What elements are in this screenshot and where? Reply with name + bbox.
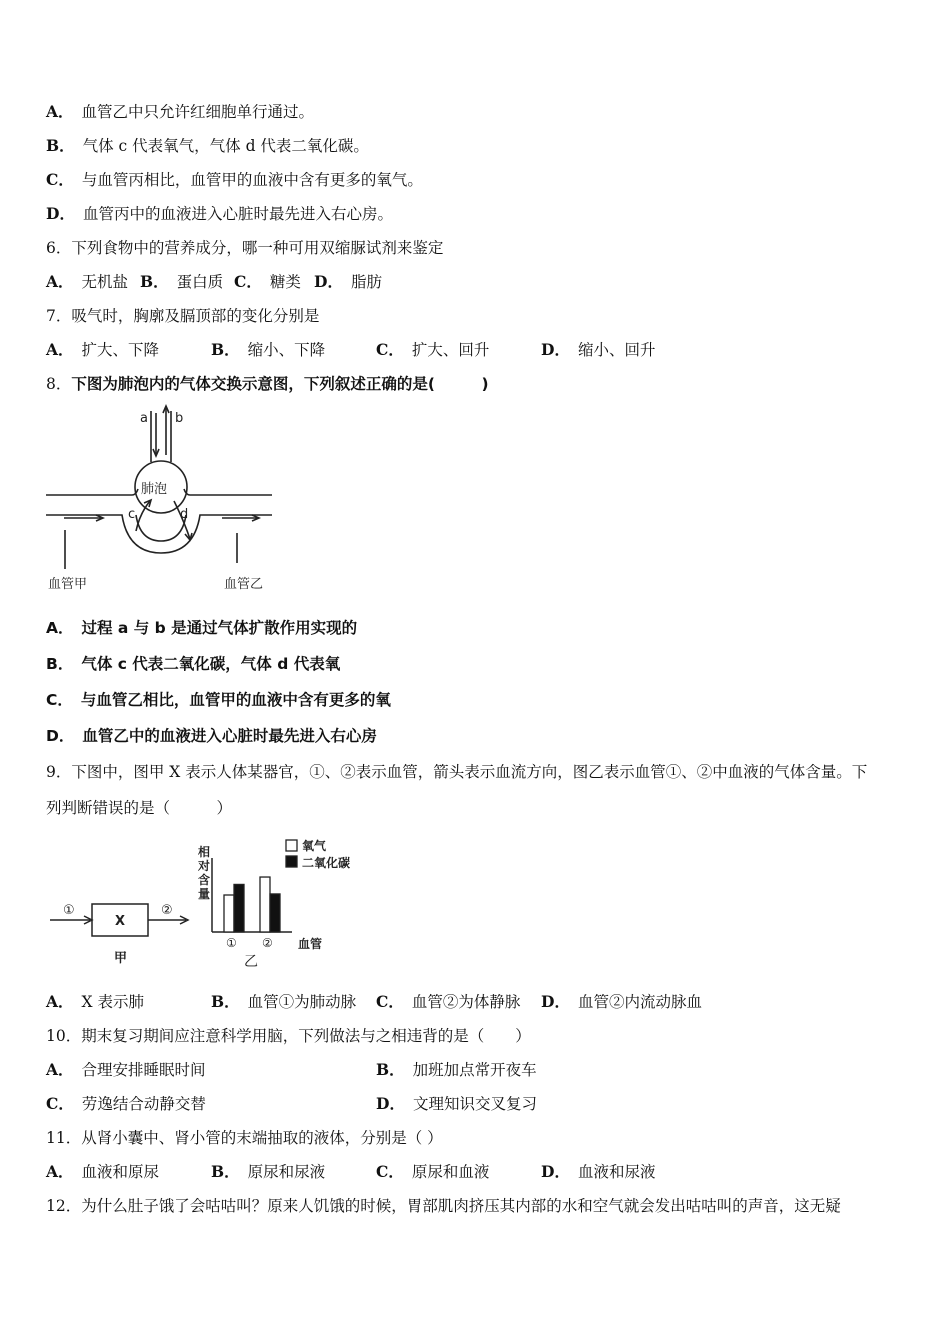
legend-swatch-co2: [286, 856, 297, 867]
label-d: d: [180, 507, 189, 522]
y-axis-label-char: 相: [198, 845, 211, 859]
question-8-option-d: D． 血管乙中的血液进入心脏时最先进入右心房: [46, 727, 377, 745]
question-8-option-c: C． 与血管乙相比，血管甲的血液中含有更多的氧: [46, 691, 391, 709]
question-9-stem-line-2: 列判断错误的是（ ）: [46, 799, 233, 817]
x-tick-label: ①: [226, 936, 237, 950]
label-vessel-1: ①: [63, 903, 75, 918]
bar-oxygen-vessel-1: [224, 895, 234, 932]
question-11-options: A． 血液和原尿 B． 原尿和尿液 C． 原尿和血液 D． 血液和尿液: [46, 1162, 656, 1181]
option-c: C． 与血管丙相比，血管甲的血液中含有更多的氧气。: [46, 170, 423, 189]
capillary-inner: [136, 515, 186, 541]
question-10-options-row-2: C． 劳逸结合动静交替 D． 文理知识交叉复习: [46, 1094, 537, 1113]
question-7-stem: 7．吸气时，胸廓及膈顶部的变化分别是: [46, 307, 320, 325]
question-6-stem: 6．下列食物中的营养成分，哪一种可用双缩脲试剂来鉴定: [46, 239, 444, 257]
question-8-stem: 8．下图为肺泡内的气体交换示意图，下列叙述正确的是( ): [46, 375, 489, 393]
label-c: c: [128, 507, 136, 522]
label-vessel-2: ②: [161, 903, 173, 918]
question-9-stem-line-1: 9．下图中，图甲 X 表示人体某器官，①、②表示血管，箭头表示血流方向，图乙表示血管①、②中血液的气体含量。下: [46, 763, 868, 781]
option-a: A． 血管乙中只允许红细胞单行通过。: [46, 102, 315, 121]
y-axis-label-char: 含: [198, 873, 211, 887]
legend-co2: 二氧化碳: [302, 856, 351, 870]
question-11-stem: 11．从肾小囊中、肾小管的末端抽取的液体，分别是（ ）: [46, 1129, 443, 1147]
question-6-options: A． 无机盐 B． 蛋白质 C． 糖类 D． 脂肪: [46, 272, 382, 291]
organ-flow-diagram: [46, 892, 196, 968]
vessel-wall-top: [46, 489, 138, 495]
label-organ-x: X: [115, 914, 126, 929]
x-axis-label: 血管: [298, 937, 323, 951]
question-10-stem: 10．期末复习期间应注意科学用脑，下列做法与之相违背的是（ ）: [46, 1027, 531, 1045]
question-8-option-b: B． 气体 c 代表二氧化碳，气体 d 代表氧: [46, 655, 341, 673]
label-b: b: [175, 411, 184, 426]
bar-co2-vessel-1: [234, 884, 244, 932]
x-tick-label: ②: [262, 936, 273, 950]
legend-oxygen: 氧气: [302, 839, 327, 853]
question-7-options: A． 扩大、下降 B． 缩小、下降 C． 扩大、回升 D． 缩小、回升: [46, 340, 656, 359]
label-a: a: [140, 411, 148, 426]
alveolus-gas-exchange-diagram: [44, 403, 280, 595]
caption-yi: 乙: [244, 954, 258, 970]
caption-jia: 甲: [114, 951, 128, 966]
bar-co2-vessel-2: [270, 894, 280, 932]
question-10-options-row-1: A． 合理安排睡眠时间 B． 加班加点常开夜车: [46, 1060, 537, 1079]
label-vessel-jia: 血管甲: [48, 577, 88, 592]
question-12-stem: 12．为什么肚子饿了会咕咕叫？原来人饥饿的时候，胃部肌肉挤压其内部的水和空气就会发出咕咕叫的声音，这无疑: [46, 1197, 841, 1215]
option-d: D． 血管丙中的血液进入心脏时最先进入右心房。: [46, 204, 393, 223]
option-b: B． 气体 c 代表氧气，气体 d 代表二氧化碳。: [46, 136, 369, 155]
vessel-wall-bottom: [46, 515, 272, 553]
bar-oxygen-vessel-2: [260, 877, 270, 932]
y-axis-label-char: 量: [198, 887, 211, 901]
label-vessel-yi: 血管乙: [224, 577, 264, 592]
y-axis-label-char: 对: [198, 859, 211, 873]
question-8-option-a: A． 过程 a 与 b 是通过气体扩散作用实现的: [46, 619, 358, 637]
gas-content-bar-chart: [196, 836, 366, 970]
legend-swatch-oxygen: [286, 840, 297, 851]
question-9-options: A． X 表示肺 B． 血管①为肺动脉 C． 血管②为体静脉 D． 血管②内流动脉血: [46, 992, 702, 1011]
label-alveolus: 肺泡: [141, 482, 168, 497]
